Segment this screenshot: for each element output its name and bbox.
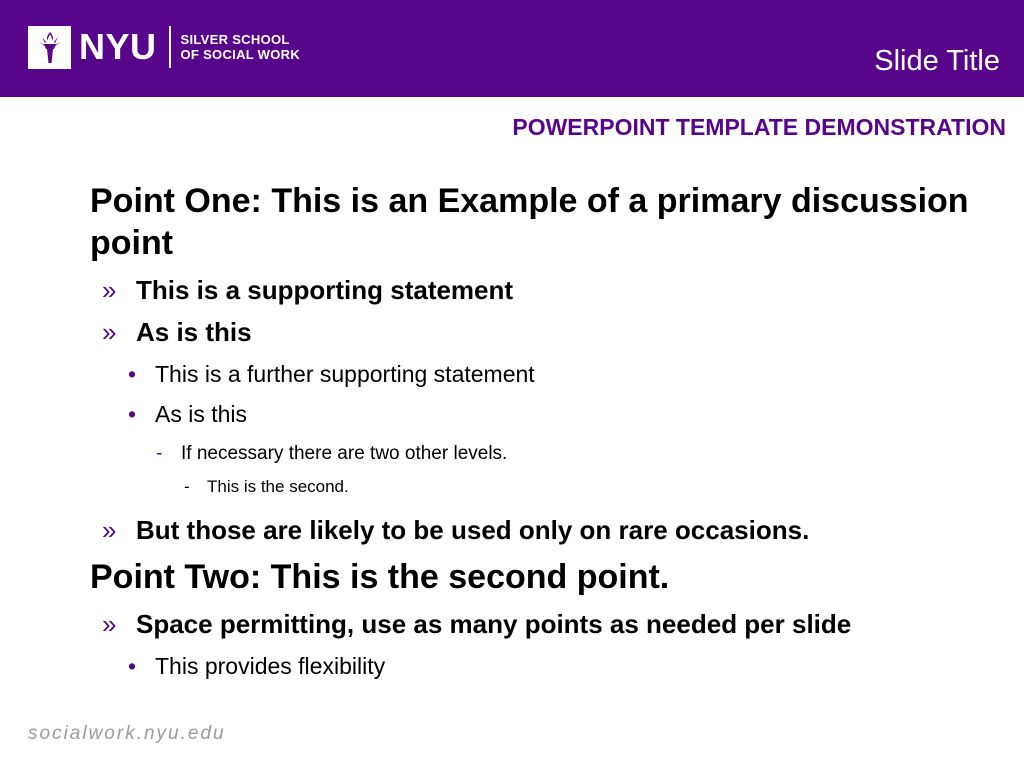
- school-name-line-2: OF SOCIAL WORK: [180, 47, 301, 62]
- bullet-level-4: [90, 442, 990, 466]
- slide-content: [90, 180, 990, 680]
- bullet-text: If necessary there are two other levels.: [181, 443, 508, 464]
- point-two-heading: Point Two: This is the second point.: [90, 558, 670, 596]
- bullet-text: As is this: [155, 401, 248, 427]
- bullet-level-2: [90, 274, 990, 306]
- dash-bullet-icon: -: [156, 443, 163, 464]
- torch-icon: [28, 26, 71, 69]
- bullet-text: This is the second.: [207, 477, 349, 496]
- footer-url: socialwork.nyu.edu: [28, 723, 226, 744]
- bullet-level-3: [90, 400, 990, 428]
- bullet-level-3: [90, 652, 990, 680]
- nyu-wordmark: NYU: [79, 26, 157, 67]
- chevron-bullet-icon: »: [102, 515, 117, 545]
- bullet-level-2: [90, 608, 990, 640]
- bullet-level-5: [90, 476, 990, 498]
- logo-divider: [169, 26, 171, 68]
- chevron-bullet-icon: »: [102, 609, 117, 639]
- school-name: [181, 32, 301, 62]
- bullet-text: This is a supporting statement: [136, 275, 514, 305]
- bullet-text: Space permitting, use as many points as needed per slide: [136, 609, 852, 639]
- bullet-level-3: [90, 360, 990, 388]
- nyu-silver-logo: [28, 24, 300, 70]
- point-one-heading: Point One: This is an Example of a primary discussion point: [90, 182, 969, 262]
- dot-bullet-icon: •: [128, 361, 137, 387]
- slide-title: Slide Title: [874, 45, 1000, 77]
- bullet-level-2: [90, 514, 990, 546]
- dot-bullet-icon: •: [128, 653, 137, 679]
- dot-bullet-icon: •: [128, 401, 137, 427]
- slide-subtitle: POWERPOINT TEMPLATE DEMONSTRATION: [512, 114, 1006, 140]
- bullet-text: But those are likely to be used only on rare occasions.: [136, 515, 810, 545]
- bullet-text: This is a further supporting statement: [155, 361, 535, 387]
- slide-header: [0, 0, 1024, 97]
- bullet-level-2: [90, 316, 990, 348]
- school-name-line-1: SILVER SCHOOL: [180, 32, 290, 47]
- chevron-bullet-icon: »: [102, 275, 117, 305]
- chevron-bullet-icon: »: [102, 317, 117, 347]
- bullet-text: This provides flexibility: [155, 653, 386, 679]
- dash-bullet-icon: -: [184, 477, 190, 496]
- bullet-text: As is this: [136, 317, 252, 347]
